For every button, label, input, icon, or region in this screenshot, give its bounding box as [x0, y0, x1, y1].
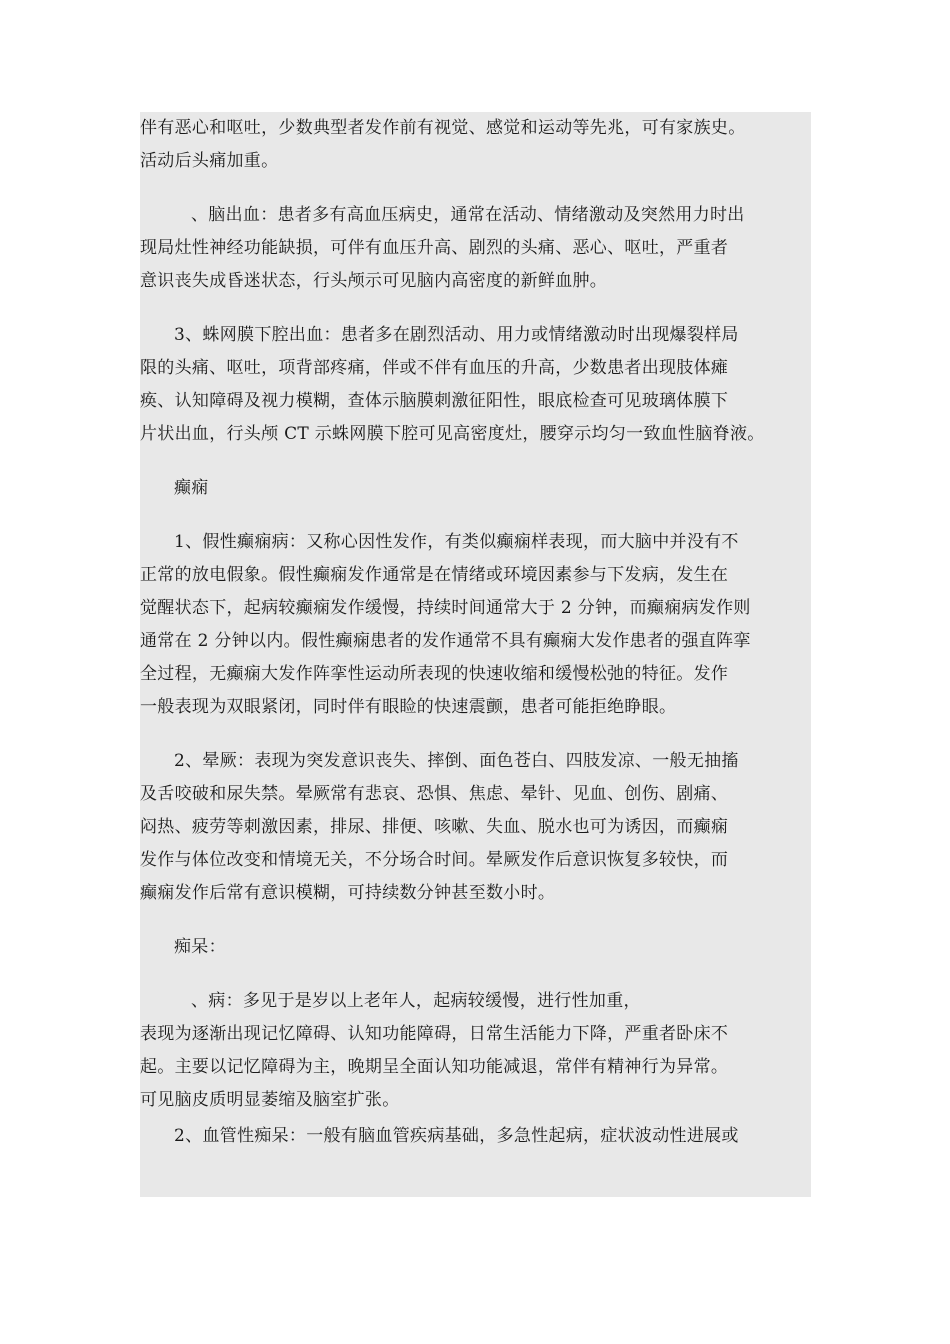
text-line: 现局灶性神经功能缺损，可伴有血压升高、剧烈的头痛、恶心、呕吐，严重者: [140, 238, 729, 258]
text-line: 可见脑皮质明显萎缩及脑室扩张。: [140, 1090, 400, 1110]
text-line: 癫痫发作后常有意识模糊，可持续数分钟甚至数小时。: [140, 883, 556, 903]
text-line: 、脑出血：患者多有高血压病史，通常在活动、情绪激动及突然用力时出: [191, 205, 745, 225]
paragraph-subarachnoid-hemorrhage: [140, 319, 820, 451]
text-line: 觉醒状态下，起病较癫痫发作缓慢，持续时间通常大于 2 分钟，而癫痫病发作则: [140, 598, 751, 618]
text-line: 正常的放电假象。假性癫痫发作通常是在情绪或环境因素参与下发病，发生在: [140, 565, 729, 585]
text-line: 发作与体位改变和情境无关，不分场合时间。晕厥发作后意识恢复多较快，而: [140, 850, 729, 870]
paragraph-dementia-disease: [140, 985, 820, 1117]
paragraph-pseudo-epilepsy: [140, 526, 820, 724]
text-line: 3、蛛网膜下腔出血：患者多在剧烈活动、用力或情绪激动时出现爆裂样局: [174, 325, 739, 345]
text-line: 2、血管性痴呆：一般有脑血管疾病基础，多急性起病，症状波动性进展或: [174, 1126, 739, 1146]
text-line: 全过程，无癫痫大发作阵挛性运动所表现的快速收缩和缓慢松弛的特征。发作: [140, 664, 729, 684]
text-line: 限的头痛、呕吐，项背部疼痛，伴或不伴有血压的升高，少数患者出现肢体瘫: [140, 358, 729, 378]
section-heading-dementia: [140, 931, 820, 964]
text-line: 表现为逐渐出现记忆障碍、认知功能障碍，日常生活能力下降，严重者卧床不: [140, 1024, 729, 1044]
paragraph-syncope: [140, 745, 820, 910]
text-line: 伴有恶心和呕吐，少数典型者发作前有视觉、感觉和运动等先兆，可有家族史。: [140, 118, 746, 138]
heading-text: 痴呆：: [174, 937, 226, 957]
text-line: 2、晕厥：表现为突发意识丧失、摔倒、面色苍白、四肢发凉、一般无抽搐: [174, 751, 739, 771]
paragraph-vascular-dementia: [140, 1120, 820, 1153]
text-line: 活动后头痛加重。: [140, 151, 279, 171]
paragraph-cerebral-hemorrhage: [140, 199, 820, 298]
heading-text: 癫痫: [174, 478, 209, 498]
text-line: 一般表现为双眼紧闭，同时伴有眼睑的快速震颤，患者可能拒绝睁眼。: [140, 697, 677, 717]
text-line: 起。主要以记忆障碍为主，晚期呈全面认知功能减退，常伴有精神行为异常。: [140, 1057, 729, 1077]
paragraph-migraine-tail: [140, 112, 820, 178]
text-line: 片状出血，行头颅 CT 示蛛网膜下腔可见高密度灶，腰穿示均匀一致血性脑脊液。: [140, 424, 765, 444]
text-line: 意识丧失成昏迷状态，行头颅示可见脑内高密度的新鲜血肿。: [140, 271, 608, 291]
section-heading-epilepsy: [140, 472, 820, 505]
text-line: 1、假性癫痫病：又称心因性发作，有类似癫痫样表现，而大脑中并没有不: [174, 532, 739, 552]
text-line: 痪、认知障碍及视力模糊，查体示脑膜刺激征阳性，眼底检查可见玻璃体膜下: [140, 391, 729, 411]
document-body: [140, 112, 820, 1153]
text-line: 、病：多见于是岁以上老年人，起病较缓慢，进行性加重，: [191, 991, 641, 1011]
text-line: 通常在 2 分钟以内。假性癫痫患者的发作通常不具有癫痫大发作患者的强直阵挛: [140, 631, 751, 651]
text-line: 及舌咬破和尿失禁。晕厥常有悲哀、恐惧、焦虑、晕针、见血、创伤、剧痛、: [140, 784, 729, 804]
text-line: 闷热、疲劳等刺激因素，排尿、排便、咳嗽、失血、脱水也可为诱因，而癫痫: [140, 817, 729, 837]
